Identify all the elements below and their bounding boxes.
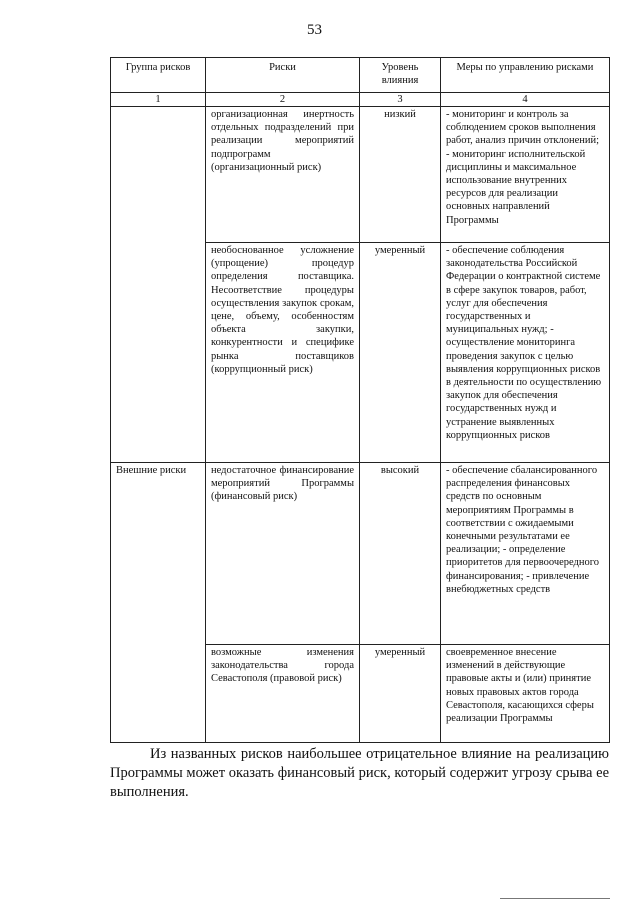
impact-level-cell: умеренный [360, 645, 441, 743]
impact-level-cell: высокий [360, 463, 441, 645]
impact-level-cell: умеренный [360, 243, 441, 463]
header-risks: Риски [206, 58, 360, 93]
footer-rule [500, 898, 610, 899]
risk-group-cell: Внешние риски [111, 463, 206, 743]
measures-cell: - мониторинг и контроль за соблюдением сроков выполнения работ, анализ причин отклонений; - мониторинг исполнительской дисциплины и максимальное использование внутренних ресурсов для реализации основных направлений Программы [441, 107, 610, 243]
column-number: 1 [111, 93, 206, 107]
header-measures: Меры по управлению рисками [441, 58, 610, 93]
risk-cell: необоснованное усложнение (упрощение) процедур определения поставщика. Несоответствие процедуры осуществления закупок срокам, цене, объему, особенностям объекта закупки, конкурентности и специфике рынка поставщиков (коррупционный риск) [206, 243, 360, 463]
risk-cell: недостаточное финансирование мероприятий Программы (финансовый риск) [206, 463, 360, 645]
risk-management-table [110, 57, 610, 743]
table-header-row [111, 58, 610, 93]
summary-paragraph [110, 745, 609, 802]
column-number: 3 [360, 93, 441, 107]
column-number: 2 [206, 93, 360, 107]
risk-cell: организационная инертность отдельных подразделений при реализации мероприятий подпрограмм (организационный риск) [206, 107, 360, 243]
page-number: 53 [307, 22, 322, 38]
table-row [111, 107, 610, 243]
column-number: 4 [441, 93, 610, 107]
measures-cell: своевременное внесение изменений в действующие правовые акты и (или) принятие новых правовых актов города Севастополя, касающихся сферы реализации Программы [441, 645, 610, 743]
risk-group-cell [111, 107, 206, 463]
summary-text: Из названных рисков наибольшее отрицательное влияние на реализацию Программы может оказать финансовый риск, который содержит угрозу срыва ее выполнения. [110, 746, 609, 800]
measures-cell: - обеспечение соблюдения законодательства Российской Федерации о контрактной системе в сфере закупок товаров, работ, услуг для обеспечения государственных и муниципальных нужд; - осуществление мониторинга проведения закупок с целью выявления коррупционных рисков в деятельности по осуществлению закупок для обеспечения государственных нужд и устранение выявленных коррупционных рисков [441, 243, 610, 463]
header-impact-level: Уровень влияния [360, 58, 441, 93]
measures-cell: - обеспечение сбалансированного распределения финансовых средств по основным мероприятиям Программы в соответствии с ожидаемыми конечными результатами ее реализации; - определение приоритетов для первоочередного финансирования; - привлечение внебюджетных средств [441, 463, 610, 645]
header-risk-group: Группа рисков [111, 58, 206, 93]
column-number-row [111, 93, 610, 107]
risk-cell: возможные изменения законодательства города Севастополя (правовой риск) [206, 645, 360, 743]
table-row [111, 463, 610, 645]
impact-level-cell: низкий [360, 107, 441, 243]
